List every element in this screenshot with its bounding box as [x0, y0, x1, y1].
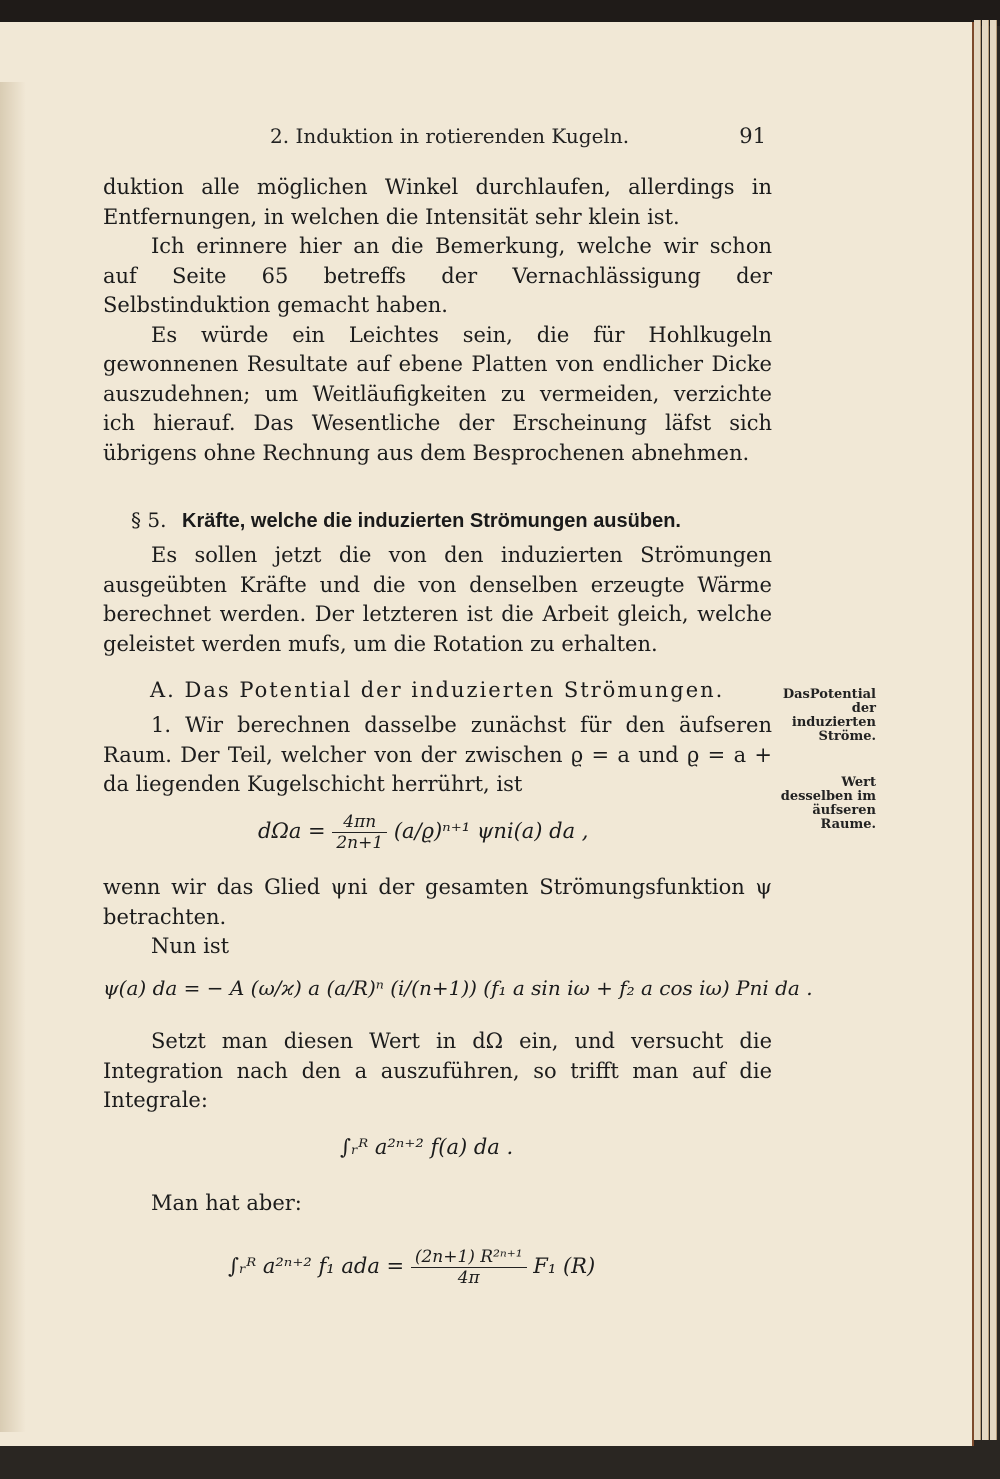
- margin-note-potential: DasPotential der induzierten Ströme.: [782, 687, 876, 744]
- page-header: [105, 124, 770, 150]
- page-edge: [982, 20, 989, 1440]
- formula-integral: ∫ᵣᴿ a²ⁿ⁺² f(a) da .: [340, 1135, 514, 1159]
- formula-rest: (a/ϱ)ⁿ⁺¹ ψni(a) da ,: [393, 819, 589, 843]
- page-edge: [990, 20, 997, 1440]
- formula-rest: F₁ (R): [533, 1254, 596, 1278]
- section-heading: [103, 508, 772, 533]
- paragraph: wenn wir das Glied ψni der gesamten Strömungsfunktion ψ betrachten.: [103, 875, 772, 929]
- fraction-numerator: 4πn: [332, 812, 387, 833]
- paragraph: Es würde ein Leichtes sein, die für Hohlkugeln gewonnenen Resultate auf ebene Platten von endlicher Dicke auszudehnen; um Weitläufigkeiten zu vermeiden, verzichte ich hierauf. Das Wesentliche der Erscheinung läfst sich übrigens ohne Rechnung aus dem Besprochenen abnehmen.: [103, 322, 772, 465]
- paragraph: Man hat aber:: [151, 1191, 302, 1215]
- paragraph: Setzt man diesen Wert in dΩ ein, und versucht die Integration nach den a auszuführen, so trifft man auf die Integrale:: [103, 1029, 772, 1112]
- formula-lhs: ∫ᵣᴿ a²ⁿ⁺² f₁ ada =: [228, 1254, 405, 1278]
- body-text-block-3: [103, 711, 772, 800]
- formula-fraction: [411, 1247, 527, 1288]
- formula-dOmega: [258, 812, 588, 853]
- body-text-block-6: [103, 1189, 772, 1219]
- running-title: 2. Induktion in rotierenden Kugeln.: [270, 124, 630, 148]
- fraction-denominator: 2n+1: [336, 833, 384, 853]
- formula-fraction: [332, 812, 387, 853]
- formula-integral-f1: [228, 1247, 595, 1288]
- body-text-block-5: [103, 1027, 772, 1116]
- page-edge: [974, 20, 981, 1440]
- page-number: 91: [739, 124, 766, 148]
- scan-bottom-border: [0, 1446, 1000, 1479]
- section-title: Kräfte, welche die induzierten Strömungen ausüben.: [182, 510, 681, 532]
- body-text-block-1: [103, 173, 772, 468]
- binding-gutter: [0, 82, 26, 1432]
- formula-psi: ψ(a) da = − A (ω/ϰ) a (a/R)ⁿ (i/(n+1)) (f₁ a sin iω + f₂ a cos iω) Pni da .: [103, 976, 813, 1000]
- paragraph: duktion alle möglichen Winkel durchlaufen, allerdings in Entfernungen, in welchen die Intensität sehr klein ist.: [103, 175, 772, 229]
- subsection-heading: A. Das Potential der induzierten Strömungen.: [150, 678, 725, 702]
- fraction-denominator: 4π: [457, 1268, 480, 1288]
- paragraph: Nun ist: [151, 934, 230, 958]
- margin-note-wert: Wert desselben im äufseren Raume.: [780, 775, 876, 832]
- paragraph: Es sollen jetzt die von den induzierten Strömungen ausgeübten Kräfte und die von denselben erzeugte Wärme berechnet werden. Der letzteren ist die Arbeit gleich, welche geleistet werden mufs, um die Rotation zu erhalten.: [103, 543, 772, 656]
- body-text-block-4: [103, 873, 772, 962]
- section-number: § 5.: [131, 508, 167, 532]
- paragraph: 1. Wir berechnen dasselbe zunächst für den äufseren Raum. Der Teil, welcher von der zwischen ϱ = a und ϱ = a + da liegenden Kugelschicht herrührt, ist: [103, 713, 772, 796]
- body-text-block-2: [103, 541, 772, 659]
- paragraph: Ich erinnere hier an die Bemerkung, welche wir schon auf Seite 65 betreffs der Vernachlässigung der Selbstinduktion gemacht haben.: [103, 234, 772, 317]
- fraction-numerator: (2n+1) R²ⁿ⁺¹: [411, 1247, 527, 1268]
- formula-lhs: dΩa =: [258, 819, 326, 843]
